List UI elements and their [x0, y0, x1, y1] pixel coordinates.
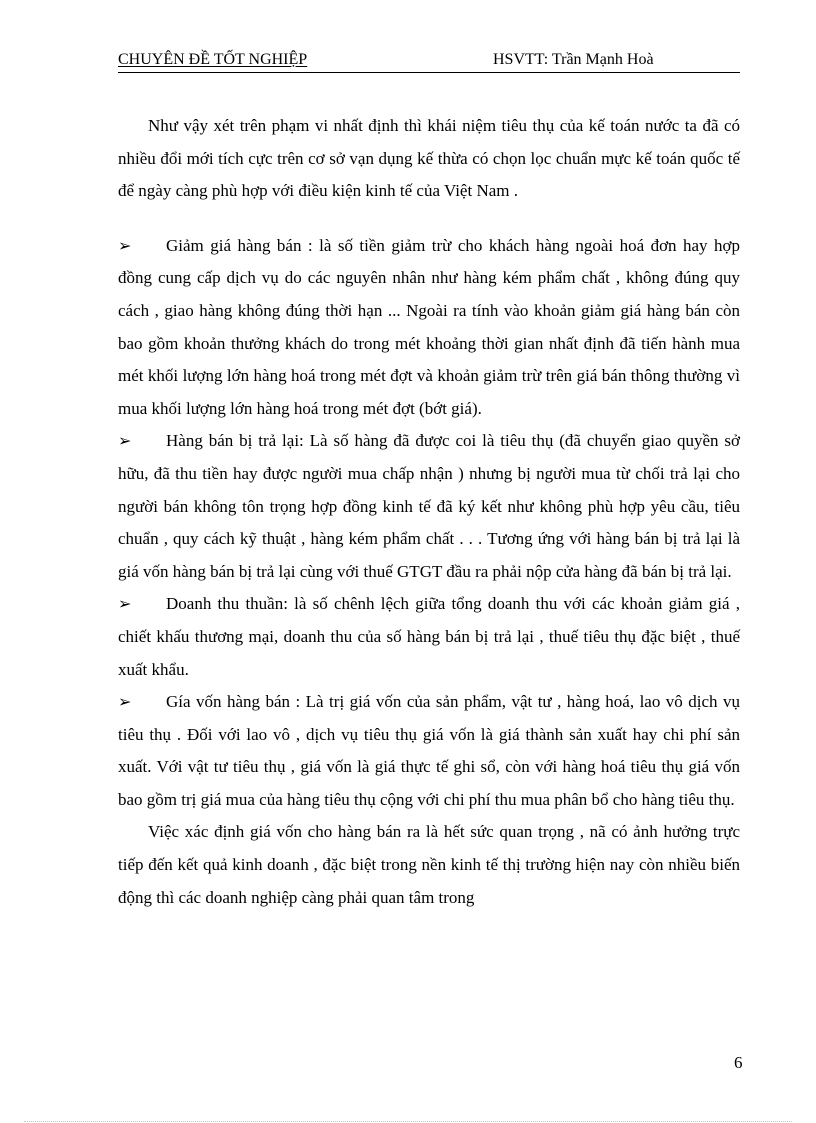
paragraph-gap — [118, 208, 740, 230]
intro-paragraph: Như vậy xét trên phạm vi nhất định thì khái niệm tiêu thụ của kế toán nước ta đã có nhiều đổi mới tích cực trên cơ sở vạn dụng kế thừa có chọn lọc chuẩn mực kế toán quốc tế để ngày càng phù hợp với điều kiện kinh tế của Việt Nam . — [118, 116, 740, 201]
page-header — [118, 50, 740, 73]
header-title: CHUYÊN ĐỀ TỐT NGHIỆP — [118, 51, 308, 68]
closing-paragraph: Việc xác định giá vốn cho hàng bán ra là hết sức quan trọng , nã có ảnh hưởng trực tiếp đến kết quả kinh doanh , đặc biệt trong nền kinh tế thị trường hiện nay còn nhiều biến động thì các doanh nghiệp càng phải quan tâm trong — [118, 822, 740, 907]
bullet-item-doanh-thu-thuan — [118, 588, 740, 686]
arrowhead-bullet-icon: ➢ — [118, 431, 132, 451]
bullet-item-gia-von — [118, 686, 740, 816]
bullet-item-giam-gia — [118, 230, 740, 426]
bullet-text-doanh-thu-thuan: Doanh thu thuần: là số chênh lệch giữa tổng doanh thu với các khoản giảm giá , chiết khấu thương mại, doanh thu của số hàng bán bị trả lại , thuế tiêu thụ đặc biệt , thuế xuất khẩu. — [118, 594, 740, 679]
bullet-text-gia-von: Gía vốn hàng bán : Là trị giá vốn của sản phẩm, vật tư , hàng hoá, lao vô dịch vụ tiêu thụ . Đối với lao vô , dịch vụ tiêu thụ giá vốn là giá thành sản xuất hay chi phí sản xuất. Với vật tư tiêu thụ , giá vốn là giá thực tế ghi sổ, còn với hàng hoá tiêu thụ giá vốn bao gồm trị giá mua của hàng tiêu thụ cộng với chi phí thu mua phân bổ cho hàng tiêu thụ. — [118, 692, 740, 809]
page-bottom-divider — [24, 1121, 792, 1122]
arrowhead-bullet-icon: ➢ — [118, 235, 132, 255]
page-content — [118, 110, 740, 914]
arrowhead-bullet-icon: ➢ — [118, 594, 132, 614]
bullet-item-hang-ban-tra-lai — [118, 425, 740, 588]
bullet-text-giam-gia: Giảm giá hàng bán : là số tiền giảm trừ cho khách hàng ngoài hoá đơn hay hợp đồng cung cấp dịch vụ do các nguyên nhân như hàng kém phẩm chất , không đúng quy cách , giao hàng không đúng thời hạn ... Ngoài ra tính vào khoản giảm giá hàng bán còn bao gồm khoản thưởng khách do trong mét khoảng thời gian nhất định đã tiến hành mua mét khối lượng lớn hàng hoá trong mét đợt và khoản giảm trừ trên giá bán thông thường vì mua khối lượng lớn hàng hoá trong mét đợt (bớt giá). — [118, 235, 740, 418]
page-number: 6 — [734, 1053, 743, 1072]
header-author: HSVTT: Trần Mạnh Hoà — [493, 51, 654, 68]
arrowhead-bullet-icon: ➢ — [118, 692, 132, 712]
bullet-text-hang-ban-tra-lai: Hàng bán bị trả lại: Là số hàng đã được coi là tiêu thụ (đã chuyển giao quyền sở hữu, đã thu tiền hay được người mua chấp nhận ) nhưng bị người mua từ chối trả lại cho người bán không tôn trọng hợp đồng kinh tế đã ký kết như không phù hợp yêu cầu, tiêu chuẩn , quy cách kỹ thuật , hàng kém phẩm chất . . . Tương ứng với hàng bán bị trả lại là giá vốn hàng bán bị trả lại cùng với thuế GTGT đầu ra phải nộp cửa hàng đã bán bị trả lại. — [118, 431, 740, 581]
